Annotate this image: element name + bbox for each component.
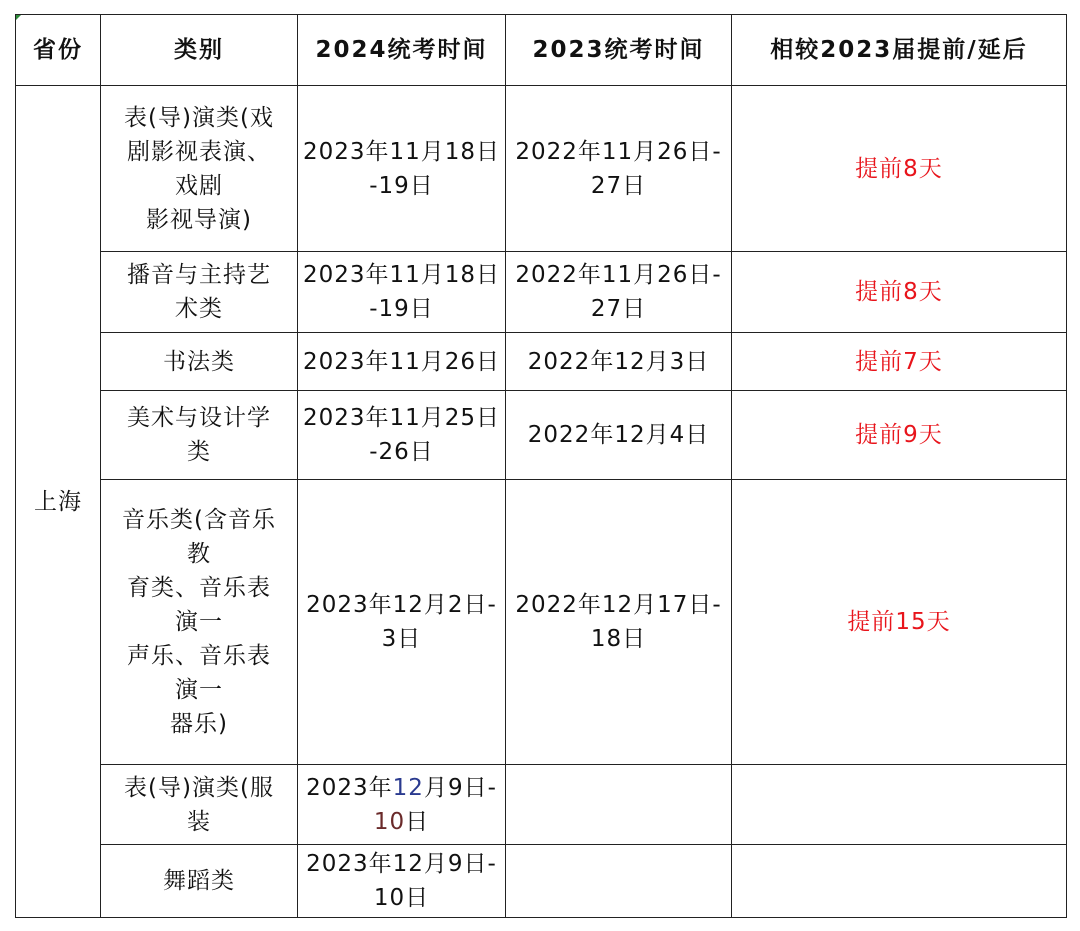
table-row xyxy=(16,252,1067,333)
time-2023-cell xyxy=(506,845,732,918)
category-cell: 舞蹈类 xyxy=(101,845,298,918)
time-2023-cell: 2022年12月3日 xyxy=(506,333,732,391)
date-part-day: 10 xyxy=(373,808,406,835)
time-2024-cell: 2023年11月25日 -26日 xyxy=(298,391,506,480)
table-row xyxy=(16,333,1067,391)
time-2023-cell: 2022年11月26日- 27日 xyxy=(506,86,732,252)
time-2023-cell: 2022年12月4日 xyxy=(506,391,732,480)
date-part: 日 xyxy=(405,808,430,835)
header-compare: 相较2023届提前/延后 xyxy=(732,15,1067,86)
compare-cell: 提前7天 xyxy=(732,333,1067,391)
compare-cell xyxy=(732,765,1067,845)
table-row xyxy=(16,765,1067,845)
category-cell: 美术与设计学 类 xyxy=(101,391,298,480)
compare-cell: 提前15天 xyxy=(732,480,1067,765)
time-2023-cell: 2022年12月17日- 18日 xyxy=(506,480,732,765)
header-row xyxy=(16,15,1067,86)
compare-cell: 提前8天 xyxy=(732,86,1067,252)
table-row xyxy=(16,480,1067,765)
category-cell: 播音与主持艺 术类 xyxy=(101,252,298,333)
date-part: 月9日- xyxy=(423,774,497,801)
category-cell: 表(导)演类(戏 剧影视表演、 戏剧 影视导演) xyxy=(101,86,298,252)
time-2024-cell: 2023年11月18日 -19日 xyxy=(298,86,506,252)
compare-cell xyxy=(732,845,1067,918)
time-2024-cell: 2023年11月26日 xyxy=(298,333,506,391)
header-time-2023: 2023统考时间 xyxy=(506,15,732,86)
header-category: 类别 xyxy=(101,15,298,86)
table-row xyxy=(16,86,1067,252)
time-2024-cell: 2023年12月9日- 10日 xyxy=(298,845,506,918)
category-cell: 书法类 xyxy=(101,333,298,391)
compare-cell: 提前8天 xyxy=(732,252,1067,333)
header-province: 省份 xyxy=(16,15,101,86)
time-2024-cell: 2023年11月18日 -19日 xyxy=(298,252,506,333)
date-part: 2023年 xyxy=(306,774,393,801)
table-row xyxy=(16,845,1067,918)
compare-cell: 提前9天 xyxy=(732,391,1067,480)
header-time-2024: 2024统考时间 xyxy=(298,15,506,86)
category-cell: 音乐类(含音乐 教 育类、音乐表 演一 声乐、音乐表 演一 器乐) xyxy=(101,480,298,765)
time-2024-cell: 2023年12月2日- 3日 xyxy=(298,480,506,765)
category-cell: 表(导)演类(服 装 xyxy=(101,765,298,845)
time-2023-cell: 2022年11月26日- 27日 xyxy=(506,252,732,333)
date-part-month: 12 xyxy=(392,774,424,801)
time-2024-cell xyxy=(298,765,506,845)
province-cell: 上海 xyxy=(16,86,101,918)
table-row xyxy=(16,391,1067,480)
exam-schedule-table xyxy=(15,14,1067,918)
time-2023-cell xyxy=(506,765,732,845)
